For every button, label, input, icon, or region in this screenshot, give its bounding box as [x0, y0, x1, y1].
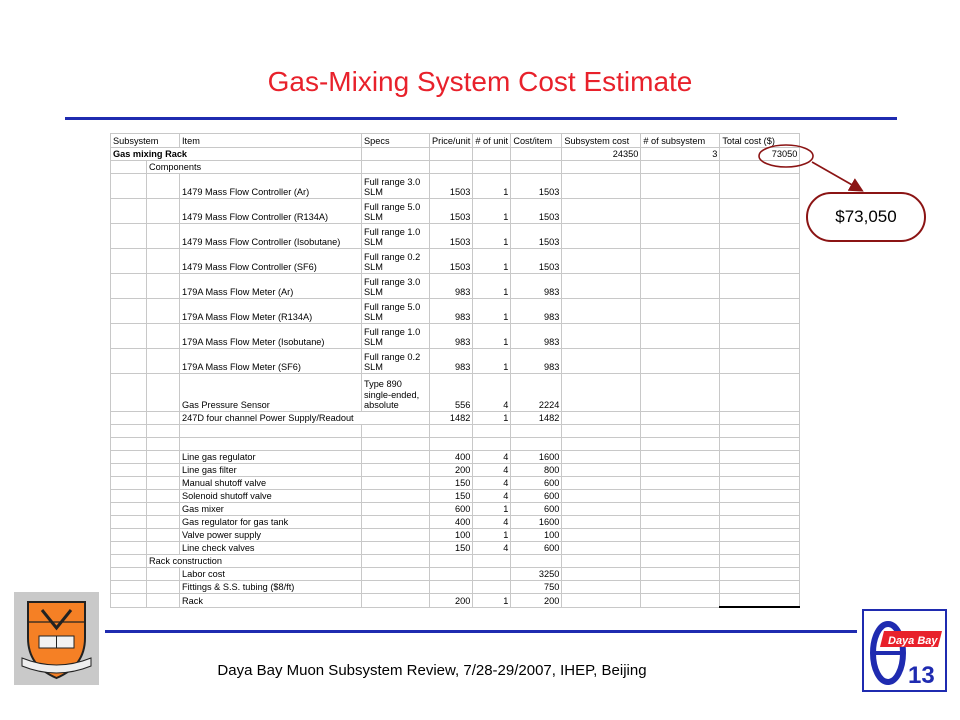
item-cell: 1479 Mass Flow Controller (R134A): [180, 199, 362, 224]
item-cell: Line gas regulator: [180, 451, 362, 464]
cost-cell: 600: [511, 490, 562, 503]
price-cell: 1503: [430, 249, 473, 274]
units-cell: 1: [473, 349, 511, 374]
units-cell: 4: [473, 451, 511, 464]
highlight-oval: [759, 145, 813, 167]
header-subsystem: Subsystem: [111, 134, 180, 148]
header-price: Price/unit: [430, 134, 473, 148]
cost-cell: 2224: [511, 374, 562, 412]
daya-bay-theta13-logo-icon: [862, 609, 947, 692]
cost-cell: 800: [511, 464, 562, 477]
header-units: # of unit: [473, 134, 511, 148]
item-cell: 1479 Mass Flow Controller (Ar): [180, 174, 362, 199]
units-cell: 1: [473, 529, 511, 542]
header-total-cost: Total cost ($): [720, 134, 800, 148]
specs-cell: Full range 1.0 SLM: [362, 324, 430, 349]
units-cell: 1: [473, 249, 511, 274]
item-cell: 179A Mass Flow Meter (SF6): [180, 349, 362, 374]
item-cell: Line check valves: [180, 542, 362, 555]
total-callout: $73,050: [806, 192, 926, 242]
item-cell: 179A Mass Flow Meter (Isobutane): [180, 324, 362, 349]
price-cell: 1503: [430, 199, 473, 224]
units-cell: 1: [473, 324, 511, 349]
price-cell: 1482: [430, 412, 473, 425]
specs-cell: Full range 1.0 SLM: [362, 224, 430, 249]
price-cell: 150: [430, 490, 473, 503]
cost-cell: 750: [511, 581, 562, 594]
units-cell: 4: [473, 477, 511, 490]
item-cell: Rack: [180, 594, 362, 608]
price-cell: 400: [430, 451, 473, 464]
specs-cell: Full range 0.2 SLM: [362, 349, 430, 374]
item-cell: Solenoid shutoff valve: [180, 490, 362, 503]
cost-cell: 1600: [511, 516, 562, 529]
price-cell: 983: [430, 299, 473, 324]
price-cell: 556: [430, 374, 473, 412]
units-cell: 4: [473, 490, 511, 503]
price-cell: 200: [430, 464, 473, 477]
item-cell: Fittings & S.S. tubing ($8/ft): [180, 581, 362, 594]
cost-cell: 600: [511, 542, 562, 555]
cost-cell: 3250: [511, 568, 562, 581]
header-num-subsystem: # of subsystem: [641, 134, 720, 148]
cost-cell: 100: [511, 529, 562, 542]
logo-text: Daya Bay: [888, 635, 938, 647]
cost-cell: 1600: [511, 451, 562, 464]
price-cell: 150: [430, 542, 473, 555]
specs-cell: Full range 0.2 SLM: [362, 249, 430, 274]
units-cell: 1: [473, 503, 511, 516]
cost-cell: 1503: [511, 174, 562, 199]
bottom-divider: [105, 630, 857, 633]
header-cost: Cost/item: [511, 134, 562, 148]
header-specs: Specs: [362, 134, 430, 148]
price-cell: 600: [430, 503, 473, 516]
specs-cell: Full range 5.0 SLM: [362, 199, 430, 224]
specs-cell: Full range 5.0 SLM: [362, 299, 430, 324]
header-item: Item: [180, 134, 362, 148]
rack-num-subsystem: 3: [641, 148, 720, 161]
callout-arrow: [812, 162, 861, 190]
cost-cell: 1503: [511, 199, 562, 224]
logo-subscript: 13: [908, 662, 935, 689]
cost-cell: 1482: [511, 412, 562, 425]
item-cell: Valve power supply: [180, 529, 362, 542]
rack-construction-label: Rack construction: [147, 555, 362, 568]
cost-cell: 983: [511, 324, 562, 349]
item-cell: 1479 Mass Flow Controller (SF6): [180, 249, 362, 274]
cost-cell: 200: [511, 594, 562, 608]
item-cell: Labor cost: [180, 568, 362, 581]
price-cell: 100: [430, 529, 473, 542]
cost-cell: 1503: [511, 249, 562, 274]
item-cell: 179A Mass Flow Meter (R134A): [180, 299, 362, 324]
item-cell: 247D four channel Power Supply/Readout: [180, 412, 430, 425]
units-cell: 1: [473, 174, 511, 199]
slide-title: Gas-Mixing System Cost Estimate: [267, 66, 693, 97]
specs-cell: Full range 3.0 SLM: [362, 174, 430, 199]
cost-cell: 600: [511, 503, 562, 516]
price-cell: 150: [430, 477, 473, 490]
rack-total-cost: 73050: [720, 148, 800, 161]
units-cell: 1: [473, 299, 511, 324]
rack-label: Gas mixing Rack: [111, 148, 362, 161]
units-cell: 1: [473, 274, 511, 299]
price-cell: 200: [430, 594, 473, 608]
units-cell: 1: [473, 224, 511, 249]
cost-cell: 983: [511, 274, 562, 299]
footer-text: Daya Bay Muon Subsystem Review, 7/28-29/2007, IHEP, Beijing: [217, 662, 647, 679]
price-cell: 1503: [430, 174, 473, 199]
price-cell: 983: [430, 324, 473, 349]
princeton-shield-icon: [14, 592, 99, 685]
item-cell: Manual shutoff valve: [180, 477, 362, 490]
units-cell: 1: [473, 199, 511, 224]
units-cell: 4: [473, 464, 511, 477]
units-cell: 1: [473, 412, 511, 425]
price-cell: 400: [430, 516, 473, 529]
cost-cell: 983: [511, 349, 562, 374]
price-cell: 983: [430, 349, 473, 374]
cost-cell: 983: [511, 299, 562, 324]
price-cell: 983: [430, 274, 473, 299]
item-cell: Gas regulator for gas tank: [180, 516, 362, 529]
components-label: Components: [147, 161, 362, 174]
item-cell: Gas mixer: [180, 503, 362, 516]
cost-cell: 1503: [511, 224, 562, 249]
cost-cell: 600: [511, 477, 562, 490]
item-cell: 179A Mass Flow Meter (Ar): [180, 274, 362, 299]
item-cell: 1479 Mass Flow Controller (Isobutane): [180, 224, 362, 249]
specs-cell: Full range 3.0 SLM: [362, 274, 430, 299]
item-cell: Line gas filter: [180, 464, 362, 477]
units-cell: 4: [473, 516, 511, 529]
units-cell: 4: [473, 374, 511, 412]
price-cell: 1503: [430, 224, 473, 249]
units-cell: 4: [473, 542, 511, 555]
header-subsystem-cost: Subsystem cost: [562, 134, 641, 148]
specs-cell: Type 890 single-ended, absolute: [362, 374, 430, 412]
units-cell: 1: [473, 594, 511, 608]
item-cell: Gas Pressure Sensor: [180, 374, 362, 412]
rack-subsystem-cost: 24350: [562, 148, 641, 161]
